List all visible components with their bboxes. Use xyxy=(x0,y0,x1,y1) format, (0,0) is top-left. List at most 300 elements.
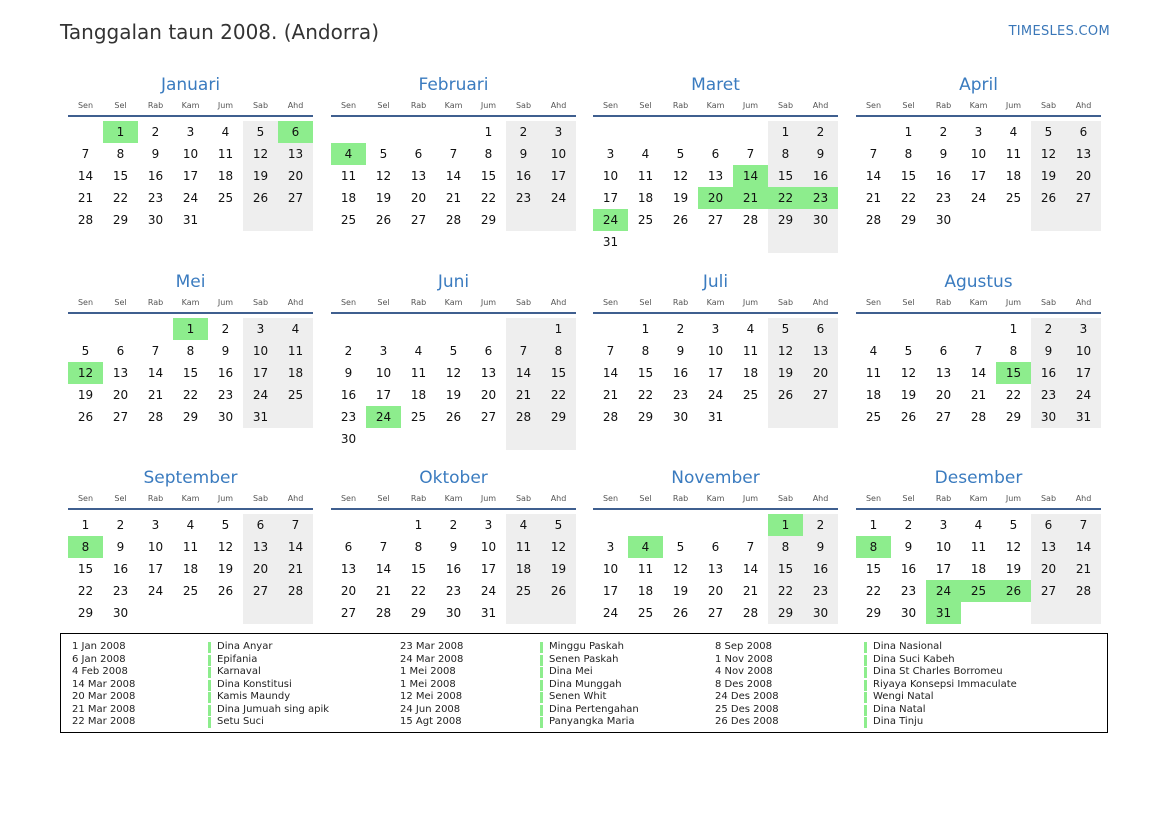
weekday-label: Rab xyxy=(672,101,689,110)
day-cell: 26 xyxy=(375,213,392,227)
day-cell: 29 xyxy=(480,213,497,227)
weekday-label: Rab xyxy=(147,101,164,110)
day-cell: 21 xyxy=(77,191,94,205)
month-name: Desember xyxy=(934,468,1023,488)
day-cell: 30 xyxy=(812,213,829,227)
day-cell: 4 xyxy=(186,518,195,532)
day-cell: 27 xyxy=(287,191,304,205)
weekday-header xyxy=(856,494,1101,508)
day-cell: 18 xyxy=(970,562,987,576)
day-cell: 8 xyxy=(781,540,790,554)
holiday-day-cell: 22 xyxy=(768,187,803,209)
header-rule xyxy=(331,312,576,314)
day-cell: 19 xyxy=(252,169,269,183)
legend-holiday-name: Dina Natal xyxy=(873,703,926,715)
day-cell: 7 xyxy=(519,344,528,358)
day-cell: 12 xyxy=(672,562,689,576)
day-cell: 16 xyxy=(812,169,829,183)
day-cell: 5 xyxy=(449,344,458,358)
day-cell: 14 xyxy=(147,366,164,380)
legend-holiday-marker xyxy=(864,680,867,691)
weekday-label: Ahd xyxy=(550,101,567,110)
day-cell: 20 xyxy=(410,191,427,205)
weekday-label: Sab xyxy=(252,494,269,503)
day-cell: 20 xyxy=(287,169,304,183)
legend-holiday-name: Dina Nasional xyxy=(873,641,943,652)
month-name: September xyxy=(143,468,238,488)
weekday-label: Rab xyxy=(935,298,952,307)
legend-holiday-marker xyxy=(864,667,867,678)
day-cell: 15 xyxy=(865,562,882,576)
weekday-header xyxy=(593,101,838,115)
header-rule xyxy=(593,115,838,117)
day-cell: 20 xyxy=(707,584,724,598)
day-cell: 2 xyxy=(519,125,528,139)
day-cell: 5 xyxy=(221,518,230,532)
day-cell: 28 xyxy=(742,606,759,620)
day-cell: 26 xyxy=(252,191,269,205)
day-cell: 26 xyxy=(672,213,689,227)
day-cell: 15 xyxy=(410,562,427,576)
holiday-day-cell: 20 xyxy=(698,187,733,209)
weekday-label: Kam xyxy=(444,494,463,503)
day-cell: 15 xyxy=(637,366,654,380)
day-cell: 17 xyxy=(480,562,497,576)
day-cell: 15 xyxy=(77,562,94,576)
day-cell: 6 xyxy=(1079,125,1088,139)
day-cell: 11 xyxy=(217,147,234,161)
day-cell: 1 xyxy=(1009,322,1018,336)
legend-date: 25 Des 2008 xyxy=(715,703,779,715)
day-cell: 21 xyxy=(970,388,987,402)
day-cell: 2 xyxy=(151,125,160,139)
day-cell: 13 xyxy=(1075,147,1092,161)
weekday-header xyxy=(68,298,313,312)
day-cell: 13 xyxy=(252,540,269,554)
day-cell: 10 xyxy=(252,344,269,358)
weekday-header xyxy=(593,494,838,508)
day-cell: 24 xyxy=(252,388,269,402)
day-cell: 18 xyxy=(515,562,532,576)
day-cell: 5 xyxy=(1044,125,1053,139)
weekday-label: Sel xyxy=(377,494,390,503)
day-cell: 15 xyxy=(777,562,794,576)
brand-link[interactable]: TIMESLES.COM xyxy=(1008,24,1110,39)
day-cell: 27 xyxy=(340,606,357,620)
day-cell: 25 xyxy=(410,410,427,424)
day-cell: 8 xyxy=(781,147,790,161)
day-cell: 2 xyxy=(116,518,125,532)
day-cell: 25 xyxy=(742,388,759,402)
holiday-day-cell: 6 xyxy=(278,121,313,143)
day-cell: 18 xyxy=(742,366,759,380)
day-cell: 22 xyxy=(77,584,94,598)
weekday-label: Ahd xyxy=(1075,101,1092,110)
day-cell: 30 xyxy=(1040,410,1057,424)
weekday-label: Sen xyxy=(865,101,882,110)
header-rule xyxy=(593,508,838,510)
legend-date: 21 Mar 2008 xyxy=(72,703,136,715)
day-cell: 1 xyxy=(781,125,790,139)
legend-holiday-marker xyxy=(540,667,543,678)
day-cell: 9 xyxy=(151,147,160,161)
day-cell: 11 xyxy=(340,169,357,183)
day-cell: 29 xyxy=(550,410,567,424)
day-cell: 1 xyxy=(484,125,493,139)
day-cell: 31 xyxy=(707,410,724,424)
day-cell: 30 xyxy=(672,410,689,424)
day-cell: 27 xyxy=(480,410,497,424)
weekday-label: Kam xyxy=(181,101,200,110)
header-rule xyxy=(593,312,838,314)
day-cell: 7 xyxy=(291,518,300,532)
day-cell: 9 xyxy=(1044,344,1053,358)
day-cell: 21 xyxy=(515,388,532,402)
day-cell: 19 xyxy=(777,366,794,380)
day-cell: 3 xyxy=(256,322,265,336)
day-cell: 12 xyxy=(1040,147,1057,161)
day-cell: 17 xyxy=(182,169,199,183)
legend-holiday-marker xyxy=(864,655,867,666)
holiday-day-cell: 4 xyxy=(628,536,663,558)
weekday-label: Sab xyxy=(515,101,532,110)
day-cell: 6 xyxy=(344,540,353,554)
day-cell: 26 xyxy=(1040,191,1057,205)
day-cell: 2 xyxy=(1044,322,1053,336)
day-cell: 5 xyxy=(904,344,913,358)
holiday-day-cell: 15 xyxy=(996,362,1031,384)
day-cell: 17 xyxy=(252,366,269,380)
header-rule xyxy=(68,115,313,117)
month-name: Mei xyxy=(175,272,206,292)
holiday-day-cell: 8 xyxy=(68,536,103,558)
weekday-label: Sen xyxy=(602,298,619,307)
day-cell: 9 xyxy=(676,344,685,358)
day-cell: 14 xyxy=(1075,540,1092,554)
day-cell: 26 xyxy=(217,584,234,598)
day-cell: 6 xyxy=(939,344,948,358)
holiday-day-cell: 1 xyxy=(103,121,138,143)
day-cell: 16 xyxy=(935,169,952,183)
day-cell: 6 xyxy=(256,518,265,532)
day-cell: 22 xyxy=(1005,388,1022,402)
header-rule xyxy=(856,508,1101,510)
legend-holiday-name: Setu Suci xyxy=(217,716,264,727)
day-cell: 16 xyxy=(900,562,917,576)
day-cell: 3 xyxy=(554,125,563,139)
month-name: Juli xyxy=(702,272,729,292)
legend-holiday-marker xyxy=(208,655,211,666)
day-cell: 3 xyxy=(606,147,615,161)
day-cell: 23 xyxy=(900,584,917,598)
day-cell: 13 xyxy=(707,169,724,183)
legend-holiday-name: Wengi Natal xyxy=(873,691,934,702)
day-cell: 11 xyxy=(742,344,759,358)
day-cell: 22 xyxy=(550,388,567,402)
legend-holiday-marker xyxy=(208,667,211,678)
weekday-label: Ahd xyxy=(287,101,304,110)
day-cell: 12 xyxy=(217,540,234,554)
legend-holiday-marker xyxy=(208,705,211,716)
day-cell: 27 xyxy=(707,606,724,620)
day-cell: 9 xyxy=(904,540,913,554)
day-cell: 21 xyxy=(1075,562,1092,576)
weekday-label: Jum xyxy=(742,298,759,307)
day-cell: 27 xyxy=(812,388,829,402)
holiday-day-cell: 8 xyxy=(856,536,891,558)
legend-date: 26 Des 2008 xyxy=(715,716,779,727)
legend-holiday-marker xyxy=(864,717,867,728)
day-cell: 8 xyxy=(1009,344,1018,358)
day-cell: 4 xyxy=(641,147,650,161)
month-name: Oktober xyxy=(419,468,488,488)
header-rule xyxy=(331,115,576,117)
day-cell: 3 xyxy=(711,322,720,336)
day-cell: 9 xyxy=(116,540,125,554)
legend-date: 8 Des 2008 xyxy=(715,678,773,690)
day-cell: 16 xyxy=(672,366,689,380)
day-cell: 26 xyxy=(777,388,794,402)
day-cell: 4 xyxy=(974,518,983,532)
day-cell: 3 xyxy=(186,125,195,139)
day-cell: 10 xyxy=(602,562,619,576)
day-cell: 23 xyxy=(812,584,829,598)
day-cell: 2 xyxy=(449,518,458,532)
day-cell: 7 xyxy=(746,540,755,554)
day-cell: 20 xyxy=(112,388,129,402)
day-cell: 25 xyxy=(1005,191,1022,205)
weekday-label: Ahd xyxy=(550,494,567,503)
day-cell: 19 xyxy=(550,562,567,576)
day-cell: 18 xyxy=(182,562,199,576)
day-cell: 13 xyxy=(707,562,724,576)
day-cell: 6 xyxy=(116,344,125,358)
day-cell: 5 xyxy=(554,518,563,532)
weekday-label: Rab xyxy=(147,298,164,307)
weekday-label: Sab xyxy=(515,494,532,503)
day-cell: 23 xyxy=(445,584,462,598)
day-cell: 28 xyxy=(375,606,392,620)
weekday-label: Sen xyxy=(865,494,882,503)
day-cell: 13 xyxy=(1040,540,1057,554)
day-cell: 10 xyxy=(550,147,567,161)
day-cell: 20 xyxy=(1040,562,1057,576)
day-cell: 10 xyxy=(935,540,952,554)
month-name: April xyxy=(959,75,998,95)
weekday-label: Kam xyxy=(444,101,463,110)
legend-holiday-name: Karnaval xyxy=(217,666,261,677)
day-cell: 16 xyxy=(147,169,164,183)
day-cell: 29 xyxy=(637,410,654,424)
day-cell: 12 xyxy=(445,366,462,380)
weekday-label: Sen xyxy=(602,494,619,503)
weekday-label: Sel xyxy=(639,101,652,110)
day-cell: 20 xyxy=(935,388,952,402)
legend-date: 1 Mei 2008 xyxy=(400,678,456,690)
day-cell: 25 xyxy=(637,213,654,227)
day-cell: 17 xyxy=(707,366,724,380)
day-cell: 11 xyxy=(1005,147,1022,161)
day-cell: 17 xyxy=(970,169,987,183)
day-cell: 10 xyxy=(480,540,497,554)
weekday-label: Ahd xyxy=(812,101,829,110)
day-cell: 30 xyxy=(812,606,829,620)
day-cell: 8 xyxy=(484,147,493,161)
legend-holiday-name: Senen Whit xyxy=(549,691,607,702)
day-cell: 21 xyxy=(287,562,304,576)
day-cell: 23 xyxy=(112,584,129,598)
weekday-label: Jum xyxy=(1005,101,1022,110)
day-cell: 18 xyxy=(865,388,882,402)
day-cell: 28 xyxy=(602,410,619,424)
day-cell: 10 xyxy=(375,366,392,380)
day-cell: 28 xyxy=(147,410,164,424)
day-cell: 19 xyxy=(217,562,234,576)
day-cell: 24 xyxy=(550,191,567,205)
day-cell: 19 xyxy=(77,388,94,402)
day-cell: 15 xyxy=(480,169,497,183)
weekday-label: Kam xyxy=(969,101,988,110)
day-cell: 23 xyxy=(935,191,952,205)
day-cell: 28 xyxy=(1075,584,1092,598)
weekday-label: Ahd xyxy=(287,298,304,307)
legend-date: 8 Sep 2008 xyxy=(715,641,773,652)
day-cell: 3 xyxy=(606,540,615,554)
day-cell: 22 xyxy=(777,584,794,598)
weekday-label: Sab xyxy=(1040,494,1057,503)
legend-date: 22 Mar 2008 xyxy=(72,716,136,727)
day-cell: 14 xyxy=(602,366,619,380)
weekday-label: Kam xyxy=(444,298,463,307)
weekday-header xyxy=(331,298,576,312)
day-cell: 17 xyxy=(550,169,567,183)
day-cell: 9 xyxy=(344,366,353,380)
day-cell: 13 xyxy=(340,562,357,576)
weekday-label: Kam xyxy=(706,298,725,307)
day-cell: 16 xyxy=(217,366,234,380)
day-cell: 15 xyxy=(182,366,199,380)
weekday-header xyxy=(331,101,576,115)
day-cell: 9 xyxy=(221,344,230,358)
day-cell: 29 xyxy=(865,606,882,620)
day-cell: 21 xyxy=(865,191,882,205)
weekday-label: Ahd xyxy=(1075,298,1092,307)
day-cell: 7 xyxy=(379,540,388,554)
day-cell: 9 xyxy=(816,147,825,161)
day-cell: 17 xyxy=(375,388,392,402)
day-cell: 13 xyxy=(480,366,497,380)
weekday-label: Rab xyxy=(935,494,952,503)
day-cell: 8 xyxy=(414,540,423,554)
day-cell: 27 xyxy=(935,410,952,424)
day-cell: 20 xyxy=(812,366,829,380)
day-cell: 29 xyxy=(77,606,94,620)
legend-holiday-marker xyxy=(864,692,867,703)
day-cell: 3 xyxy=(151,518,160,532)
day-cell: 24 xyxy=(480,584,497,598)
legend-date: 24 Mar 2008 xyxy=(400,653,464,665)
legend-holiday-marker xyxy=(208,717,211,728)
day-cell: 7 xyxy=(606,344,615,358)
day-cell: 31 xyxy=(480,606,497,620)
weekday-label: Ahd xyxy=(287,494,304,503)
day-cell: 13 xyxy=(112,366,129,380)
legend-holiday-marker xyxy=(540,655,543,666)
day-cell: 8 xyxy=(904,147,913,161)
weekday-label: Rab xyxy=(935,101,952,110)
holiday-day-cell: 12 xyxy=(68,362,103,384)
day-cell: 30 xyxy=(147,213,164,227)
legend-holiday-marker xyxy=(540,705,543,716)
weekday-label: Rab xyxy=(410,298,427,307)
legend-holiday-marker xyxy=(540,642,543,653)
legend-holiday-marker xyxy=(540,680,543,691)
day-cell: 29 xyxy=(410,606,427,620)
weekday-label: Rab xyxy=(672,494,689,503)
legend-holiday-name: Epifania xyxy=(217,653,258,665)
day-cell: 31 xyxy=(602,235,619,249)
day-cell: 30 xyxy=(935,213,952,227)
weekday-label: Kam xyxy=(706,101,725,110)
day-cell: 21 xyxy=(602,388,619,402)
day-cell: 25 xyxy=(287,388,304,402)
day-cell: 18 xyxy=(287,366,304,380)
day-cell: 27 xyxy=(707,213,724,227)
day-cell: 23 xyxy=(1040,388,1057,402)
legend-date: 4 Feb 2008 xyxy=(72,666,128,677)
day-cell: 4 xyxy=(1009,125,1018,139)
day-cell: 11 xyxy=(410,366,427,380)
weekday-header xyxy=(856,298,1101,312)
day-cell: 1 xyxy=(904,125,913,139)
day-cell: 2 xyxy=(676,322,685,336)
weekday-header xyxy=(331,494,576,508)
day-cell: 18 xyxy=(637,191,654,205)
day-cell: 28 xyxy=(970,410,987,424)
day-cell: 10 xyxy=(182,147,199,161)
holiday-day-cell: 1 xyxy=(173,318,208,340)
weekday-label: Sel xyxy=(377,101,390,110)
day-cell: 3 xyxy=(974,125,983,139)
legend-date: 14 Mar 2008 xyxy=(72,678,136,690)
day-cell: 24 xyxy=(147,584,164,598)
day-cell: 16 xyxy=(515,169,532,183)
weekday-label: Jum xyxy=(1005,494,1022,503)
legend-holiday-name: Riyaya Konsepsi Immaculate xyxy=(873,678,1017,690)
weekday-label: Ahd xyxy=(1075,494,1092,503)
holiday-day-cell: 1 xyxy=(768,514,803,536)
day-cell: 5 xyxy=(81,344,90,358)
day-cell: 2 xyxy=(904,518,913,532)
day-cell: 29 xyxy=(112,213,129,227)
day-cell: 4 xyxy=(519,518,528,532)
weekday-label: Ahd xyxy=(812,494,829,503)
day-cell: 28 xyxy=(742,213,759,227)
weekday-header xyxy=(68,494,313,508)
weekday-label: Jum xyxy=(480,494,497,503)
weekday-label: Rab xyxy=(410,101,427,110)
day-cell: 20 xyxy=(1075,169,1092,183)
weekday-label: Ahd xyxy=(812,298,829,307)
day-cell: 19 xyxy=(445,388,462,402)
legend-holiday-name: Dina Jumuah sing apik xyxy=(217,703,330,715)
day-cell: 15 xyxy=(900,169,917,183)
day-cell: 5 xyxy=(1009,518,1018,532)
legend-holiday-marker xyxy=(208,642,211,653)
holiday-day-cell: 4 xyxy=(331,143,366,165)
day-cell: 17 xyxy=(147,562,164,576)
day-cell: 6 xyxy=(816,322,825,336)
